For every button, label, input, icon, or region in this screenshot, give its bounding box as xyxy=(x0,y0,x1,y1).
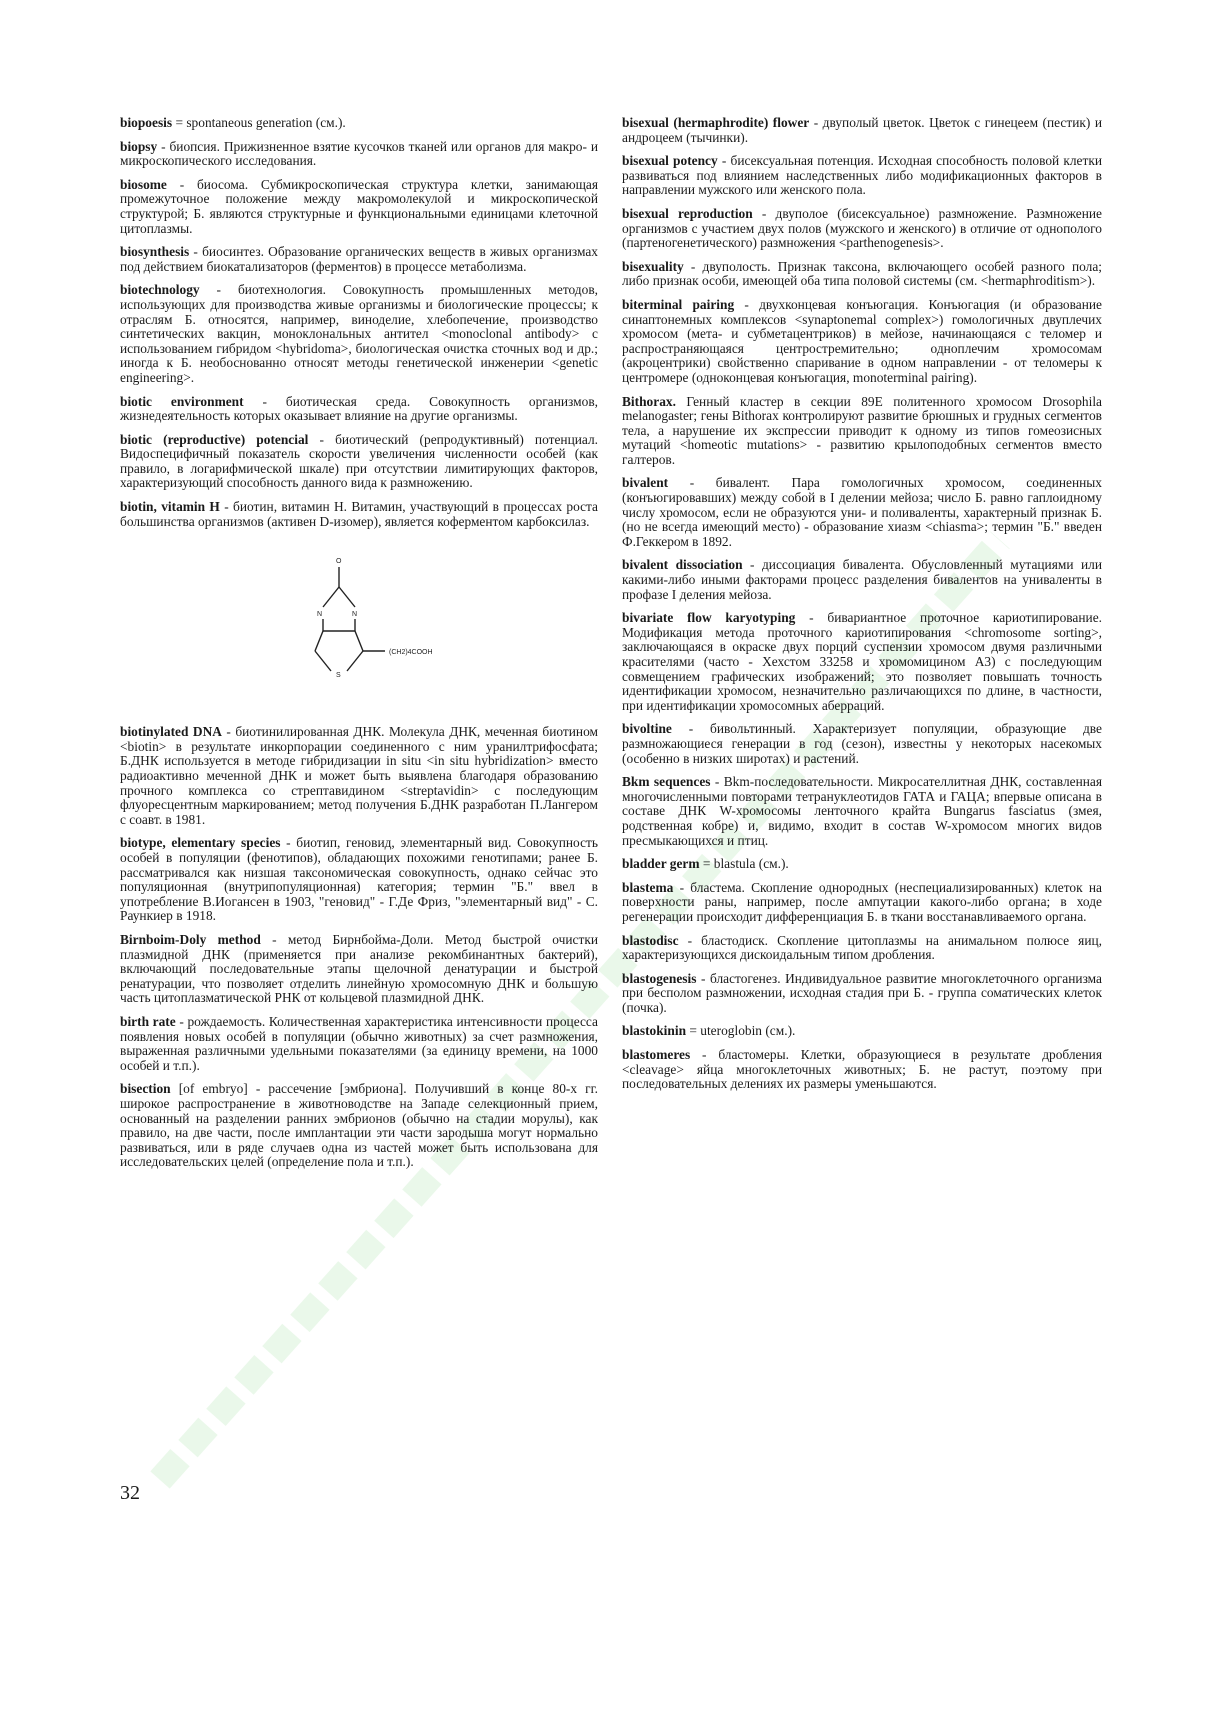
entry-biopsy xyxy=(120,140,598,169)
entry-biotechnology xyxy=(120,283,598,385)
entry-biopoesis xyxy=(120,116,598,131)
entry-term: biotin, vitamin H xyxy=(120,499,220,515)
entry-bladder-germ xyxy=(622,857,1102,872)
entry-definition: - двуполое (бисексуальное) размножение. Размножение организмов с участием двух полов (мужского и женского) в отличие от однополого (партеногенетического) размножения <parthenogenesis>. xyxy=(622,205,1102,251)
entry-definition: - бластомеры. Клетки, образующиеся в результате дробления <cleavage> яйца многоклеточных животных; Б. не растут, поэтому при последовательных делениях их размеры уменьшаются. xyxy=(622,1047,1102,1092)
entry-definition: - двуполый цветок. Цветок с гинецеем (пестик) и андроцеем (тычинки). xyxy=(622,115,1102,145)
entry-term: blastomeres xyxy=(622,1047,691,1063)
entry-definition: [of embryo] - рассечение [эмбриона]. Получивший в конце 80-х гг. широкое распространение в животноводстве на Западе селекционный прием, основанный на разделении ранних эмбрионов (обычно на стадии морулы), как правило, на две части, после имплантации эти части зародыша могут нормально развиваться, или в ряде случаев одна из частей может быть использована для исследовательских целей (определение пола и т.п.). xyxy=(120,1081,598,1170)
entry-definition: - биосинтез. Образование органических веществ в живых организмах под действием биокатализаторов (ферментов) в процессе метаболизма. xyxy=(120,244,598,274)
entry-term: biterminal pairing xyxy=(622,296,735,312)
entry-biterminal-pairing xyxy=(622,298,1102,386)
entry-biosome xyxy=(120,178,598,236)
entry-term: blastokinin xyxy=(622,1023,687,1039)
entry-birth-rate xyxy=(120,1015,598,1073)
entry-term: Bithorax. xyxy=(622,393,676,409)
entry-term: blastogenesis xyxy=(622,970,697,986)
entry-term: bisexual (hermaphrodite) flower xyxy=(622,115,810,130)
entry-birnboim-doly-method xyxy=(120,933,598,1006)
entry-definition: - биотическая среда. Совокупность организмов, жизнедеятельность которых оказывает влияние на другие организмы. xyxy=(120,393,598,424)
entry-term: biotic (reproductive) potencial xyxy=(120,431,309,447)
entry-definition: - бисексуальная потенция. Исходная способность половой клетки развиваться под влиянием наследственных либо модификационных факторов в направлении мужского или женского пола. xyxy=(622,153,1103,198)
entry-bkm-sequences xyxy=(622,775,1102,848)
formula-sulfur-label: S xyxy=(336,672,341,680)
entry-bivalent xyxy=(622,476,1102,549)
entry-definition: - бивариантное проточное кариотипирование. Модификация метода проточного кариотипирования <chromosome sorting>, заключающаяся в окраске двух порций суспензии хромосом двумя различными красителями (часто - Хехстом 33258 и хромомицином A3) с последующим совмещением графических изображений; это позволяет повышать точность идентификации хромосом, незначительно различающихся по длине, в частности, при идентификации хромосомных аберраций. xyxy=(622,610,1102,713)
entry-definition: - биопсия. Прижизненное взятие кусочков тканей или органов для макро- и микроскопического исследования. xyxy=(120,138,598,169)
entry-definition: Генный кластер в секции 89E политенного хромосом Drosophila melanogaster; гены Bithorax контролируют развитие брюшных и грудных сегментов тела, а нарушение их экспрессии приводит к одному из типов гомеозисных мутаций <homeotic mutations> - развитию крылоподобных сегментов вместо галтеров. xyxy=(622,393,1102,467)
formula-oxygen-label: O xyxy=(336,558,342,566)
entry-definition: - бивольтинный. Характеризует популяции, образующие две размножающиеся генерации в год (сезон), известны у некоторых насекомых (особенно в низких широтах) и растений. xyxy=(622,721,1102,766)
entry-term: biotic environment xyxy=(120,393,244,409)
entry-term: blastema xyxy=(622,879,674,895)
entry-term: birth rate xyxy=(120,1013,176,1029)
entry-term: Bkm sequences xyxy=(622,774,711,790)
entry-biotype xyxy=(120,836,598,924)
entry-definition: - двухконцевая конъюгация. Конъюгация (и образование синаптонемных комплексов <synaptonemal complex>) гомологичных двуплечих хромосом (мета- и субметацентриков) в мейозе, начинающаяся с теломер и распространяющаяся центростремительно; одноплечим хромосомам (акроцентрики) свойственно спаривание в одном направлении - от теломеры к центромере (одноконцевая конъюгация, monoterminal pairing). xyxy=(622,296,1102,385)
entry-definition: - бластодиск. Скопление цитоплазмы на анимальном полюсе яиц, характеризующихся дискоидальным типом дробления. xyxy=(622,932,1102,963)
entry-bisexuality xyxy=(622,260,1102,289)
entry-definition: = spontaneous generation (см.). xyxy=(172,115,346,130)
entry-bithorax xyxy=(622,395,1102,468)
entry-term: biopoesis xyxy=(120,115,173,130)
entry-bisexual-potency xyxy=(622,154,1102,198)
formula-nitrogen-label: N xyxy=(317,611,323,619)
entry-definition: - Bkm-последовательности. Микросателлитная ДНК, составленная многочисленными повторами тетрануклеотидов ГАТА и ГАЦА; впервые описана в составе ДНК W-хромосомы ленточного крайта Bungarus fasciatus (змея, родственная кобре) и, видимо, входит в состав W-хромосом многих видов пресмыкающихся и птиц. xyxy=(622,774,1103,848)
entry-term: bisexual reproduction xyxy=(622,205,753,221)
entry-definition: - биотип, геновид, элементарный вид. Совокупность особей в популяции (фенотипов), обладающих похожими генотипами; ранее Б. рассматривался как низшая таксономическая совокупность, однако сейчас это популяционная (внутрипопуляционная) категория; термин "Б." ввел в употребление В.Иогансен в 1903, "геновид" - Г.Де Фриз, "элементарный вид" - С. Раункиер в 1918. xyxy=(120,835,598,924)
entry-definition: - бластема. Скопление однородных (неспециализированных) клеток на поверхности раны, например, после ампутации какого-либо органа; в ходе регенерации происходит дифференциация Б. в ткани восстанавливаемого органа. xyxy=(622,879,1102,924)
formula-nitrogen-label: N xyxy=(352,611,358,619)
entry-term: biotype, elementary species xyxy=(120,835,281,851)
entry-term: Birnboim-Doly method xyxy=(120,931,261,947)
entry-blastogenesis xyxy=(622,972,1102,1016)
page-number: 32 xyxy=(120,1482,140,1504)
biotin-structural-formula xyxy=(120,551,598,703)
entry-term: bivalent dissociation xyxy=(622,557,743,573)
entry-definition: - биотинилированная ДНК. Молекула ДНК, меченная биотином <biotin> в результате инкорпорации соединенного с ним уранилтрифосфата; Б.ДНК используется в методе гибридизации in situ <in situ hybridization> вместо радиоактивно меченной ДНК и может быть выявлена благодаря образованию прочного комплекса со стрептавидином <streptavidin> с последующим флуоресцентным маркированием; метод получения Б.ДНК разработан П.Лангером с соавт. в 1981. xyxy=(120,724,598,827)
entry-biotic-environment xyxy=(120,395,598,424)
entry-bisection xyxy=(120,1082,598,1170)
entry-term: bivariate flow karyotyping xyxy=(622,610,796,626)
entry-term: biopsy xyxy=(120,138,158,154)
entry-bisexual-flower xyxy=(622,116,1102,145)
entry-definition: - биотехнология. Совокупность промышленных методов, использующих для производства живые организмы и биологические процессы; к отраслям Б. относятся, например, виноделие, хлебопечение, производство синтетических вакцин, моноклональных антител <monoclonal antibody> с использованием гибридом <hybridoma>, биологическая очистка сточных вод и др.; иногда к Б. необоснованно относят методы генетической инженерии <genetic engineering>. xyxy=(120,282,598,385)
entry-term: bisexuality xyxy=(622,258,684,274)
entry-term: bladder germ xyxy=(622,856,700,872)
left-column xyxy=(120,116,598,1179)
entry-term: bisection xyxy=(120,1081,171,1097)
entry-biotinylated-dna xyxy=(120,725,598,827)
entry-term: biotechnology xyxy=(120,282,200,298)
entry-definition: - биотический (репродуктивный) потенциал. Видоспецифичный показатель скорости увеличения численности особей (как правило, в логарифмической шкале) при отсутствии лимитирующих факторов, характеризующий способность данного вида к размножению. xyxy=(120,431,598,491)
entry-definition: = uteroglobin (см.). xyxy=(686,1023,796,1039)
entry-blastema xyxy=(622,881,1102,925)
entry-biosynthesis xyxy=(120,245,598,274)
entry-definition: - бластогенез. Индивидуальное развитие многоклеточного организма при бесполом размножении, исходная стадия при Б. - группа соматических клеток (почка). xyxy=(622,970,1102,1015)
entry-blastokinin xyxy=(622,1024,1102,1039)
right-column xyxy=(622,116,1102,1101)
entry-blastodisc xyxy=(622,934,1102,963)
entry-blastomeres xyxy=(622,1048,1102,1092)
entry-definition: - диссоциация бивалента. Обусловленный мутациями или какими-либо иными факторами процесс разделения бивалентов на униваленты в профазе I деления мейоза. xyxy=(622,557,1103,602)
entry-definition: - метод Бирнбойма-Доли. Метод быстрой очистки плазмидной ДНК (применяется при анализе рекомбинантных бактерий), включающий последовательные этапы щелочной денатурации и быстрой ренатурации, что позволяет отделить линейную хромосомную ДНК и большую часть цитоплазматической РНК от кольцевой плазмидной ДНК. xyxy=(120,931,599,1006)
entry-bivariate-flow-karyotyping xyxy=(622,611,1102,713)
entry-definition: - бивалент. Пара гомологичных хромосом, соединенных (конъюгировавших) между собой в I делении мейоза; число Б. равно гаплоидному числу хромосом, если не образуются уни- и поливаленты, характерный признак Б. (но не всегда имеющий место) - образование хиазм <chiasma>; термин "Б." введен Ф.Геккером в 1892. xyxy=(622,475,1102,549)
entry-term: bivoltine xyxy=(622,721,672,737)
entry-definition: - двуполость. Признак таксона, включающего особей разного пола; либо признак особи, имеющей оба типа половой системы (см. <hermaphroditism>). xyxy=(622,258,1102,289)
entry-term: blastodisc xyxy=(622,932,679,948)
entry-bivoltine xyxy=(622,722,1102,766)
entry-definition: = blastula (см.). xyxy=(699,856,789,872)
entry-definition: - рождаемость. Количественная характеристика интенсивности процесса появления новых особей в популяции (обычно животных) за счет размножения, выраженная различными удельными показателями (за единицу времени, на 1000 особей и т.п.). xyxy=(120,1013,598,1073)
entry-term: bisexual potency xyxy=(622,153,718,169)
entry-term: biosome xyxy=(120,176,167,192)
entry-bivalent-dissociation xyxy=(622,558,1102,602)
entry-definition: - биосома. Субмикроскопическая структура клетки, занимающая промежуточное положение между макромолекулой и микроскопической структурой; Б. являются структурные и функциональными единицами клеточной цитоплазмы. xyxy=(120,176,598,236)
entry-biotic-potencial xyxy=(120,433,598,491)
biotin-formula-diagram xyxy=(259,551,459,703)
entry-term: bivalent xyxy=(622,475,669,491)
entry-term: biotinylated DNA xyxy=(120,724,222,740)
entry-bisexual-reproduction xyxy=(622,207,1102,251)
entry-biotin xyxy=(120,500,598,529)
formula-side-chain-label: (CH2)4COOH xyxy=(389,649,433,657)
entry-term: biosynthesis xyxy=(120,244,190,260)
entry-definition: - биотин, витамин Н. Витамин, участвующий в процессах роста большинства организмов (активен D-изомер), является коферментом карбоксилаз. xyxy=(120,499,598,529)
